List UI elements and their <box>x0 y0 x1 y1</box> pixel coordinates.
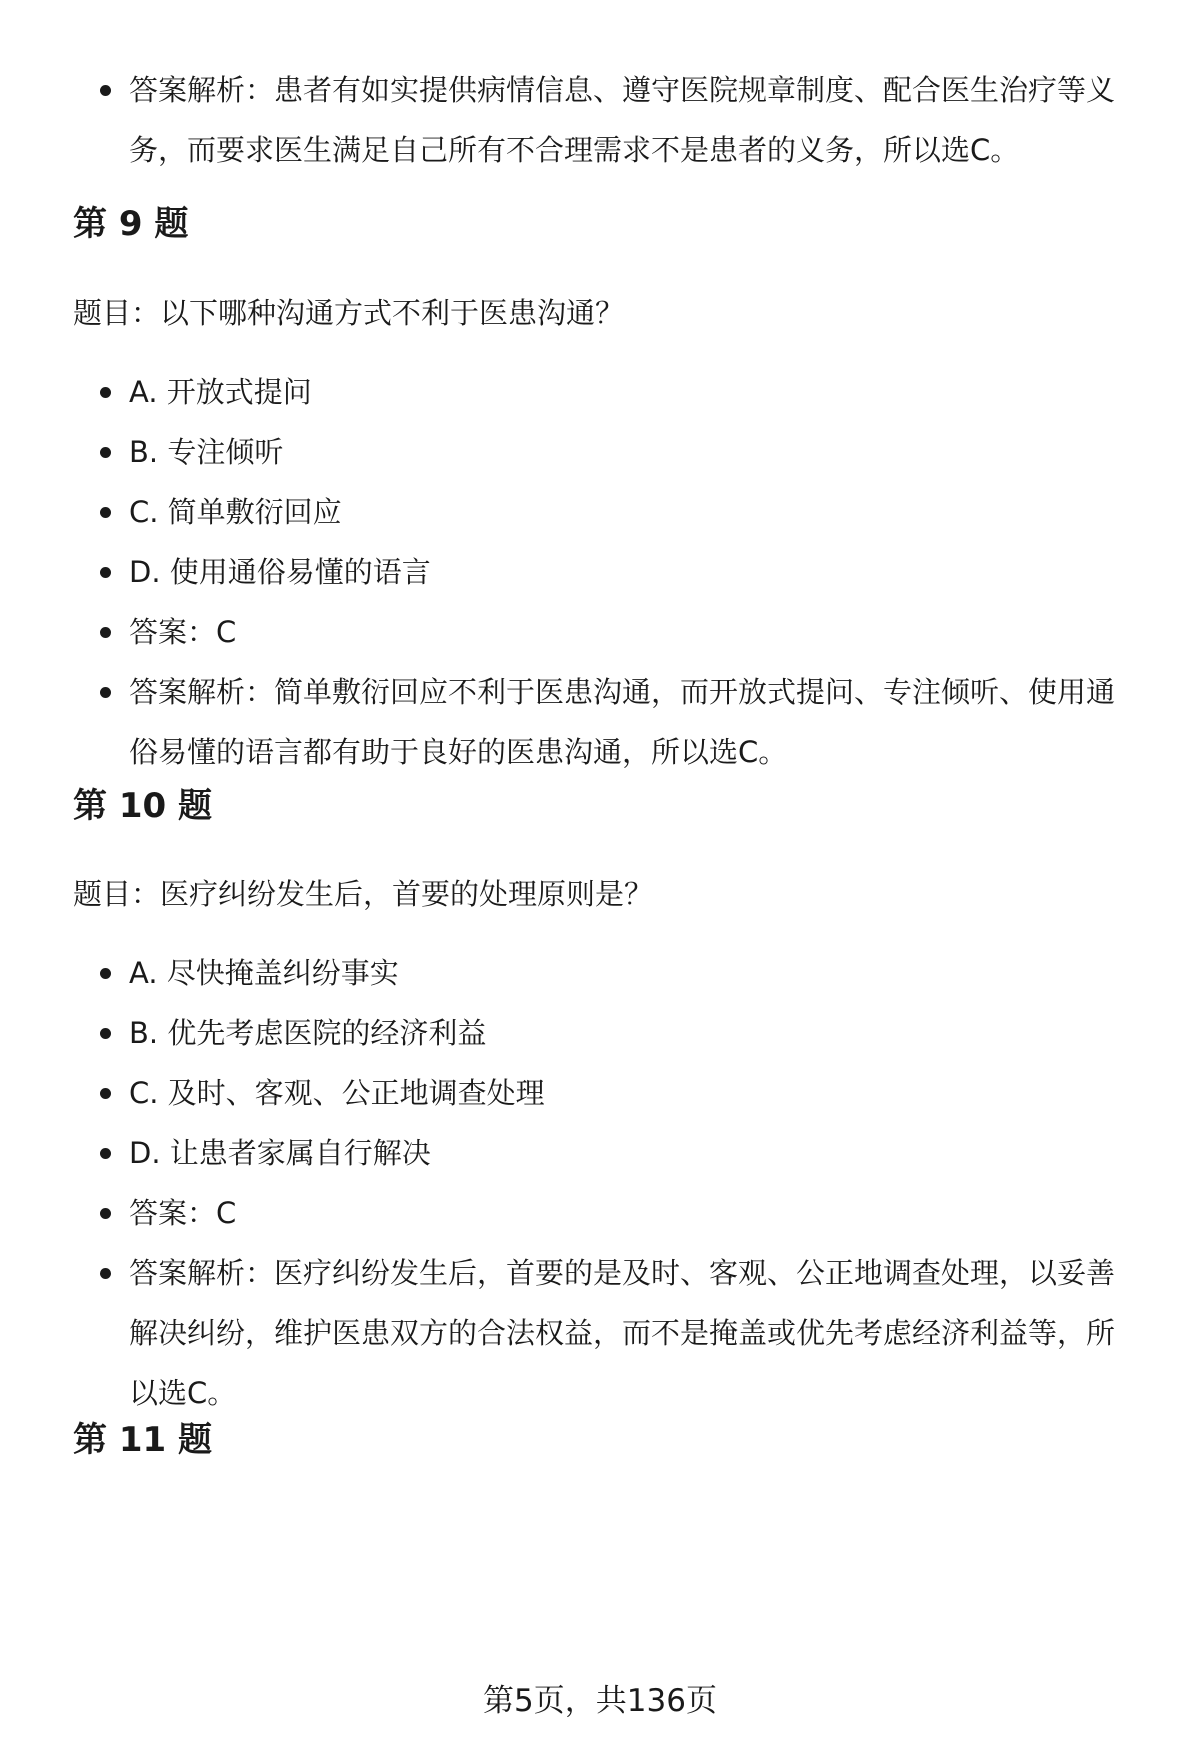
q10-explanation: 答案解析：医疗纠纷发生后，首要的是及时、客观、公正地调查处理，以妥善解决纠纷，维护医患双方的合法权益，而不是掩盖或优先考虑经济利益等，所以选C。 <box>73 1243 1143 1423</box>
page-footer: 第5页，共136页 <box>483 1683 717 1719</box>
question-9-list <box>73 362 1143 782</box>
question-9-text: 题目：以下哪种沟通方式不利于医患沟通？ <box>73 296 625 330</box>
prev-question-block <box>73 60 1143 180</box>
question-10-heading: 第 10 题 <box>73 786 212 826</box>
prev-explanation: 答案解析：患者有如实提供病情信息、遵守医院规章制度、配合医生治疗等义务，而要求医生满足自己所有不合理需求不是患者的义务，所以选C。 <box>73 60 1143 180</box>
q9-answer: 答案：C <box>73 602 1143 662</box>
q9-explanation: 答案解析：简单敷衍回应不利于医患沟通，而开放式提问、专注倾听、使用通俗易懂的语言都有助于良好的医患沟通，所以选C。 <box>73 662 1143 782</box>
question-9-heading: 第 9 题 <box>73 204 189 244</box>
q9-option-b: B. 专注倾听 <box>73 422 1143 482</box>
question-10-text: 题目：医疗纠纷发生后，首要的处理原则是？ <box>73 877 654 911</box>
q10-option-b: B. 优先考虑医院的经济利益 <box>73 1003 1143 1063</box>
q10-option-d: D. 让患者家属自行解决 <box>73 1123 1143 1183</box>
q9-option-c: C. 简单敷衍回应 <box>73 482 1143 542</box>
question-11-heading: 第 11 题 <box>73 1420 212 1460</box>
question-10-list <box>73 943 1143 1423</box>
q10-option-a: A. 尽快掩盖纠纷事实 <box>73 943 1143 1003</box>
q9-option-d: D. 使用通俗易懂的语言 <box>73 542 1143 602</box>
q9-option-a: A. 开放式提问 <box>73 362 1143 422</box>
q10-option-c: C. 及时、客观、公正地调查处理 <box>73 1063 1143 1123</box>
q10-answer: 答案：C <box>73 1183 1143 1243</box>
